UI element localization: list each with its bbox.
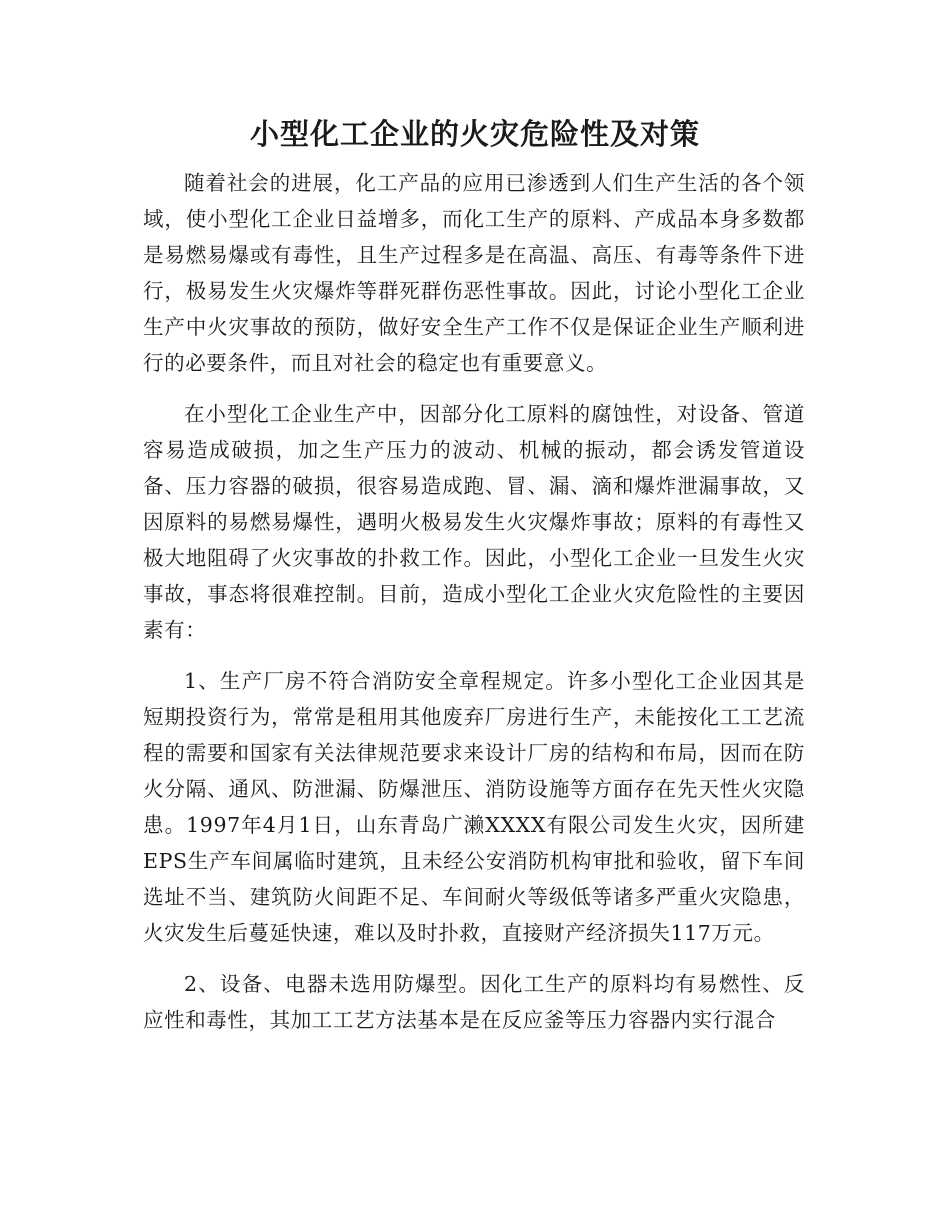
document-title: 小型化工企业的火灾危险性及对策 <box>249 117 700 151</box>
paragraph-factor-1: 1、生产厂房不符合消防安全章程规定。许多小型化工企业因其是短期投资行为，常常是租用其他废弃厂房进行生产，未能按化工工艺流程的需要和国家有关法律规范要求来设计厂房的结构和布局，因而在防火分隔、通风、防泄漏、防爆泄压、消防设施等方面存在先天性火灾隐患。1997年4月1日，山东青岛广濑XXXX有限公司发生火灾，因所建EPS生产车间属临时建筑，且未经公安消防机构审批和验收，留下车间选址不当、建筑防火间距不足、车间耐火等级低等诸多严重火灾隐患，火灾发生后蔓延快速，难以及时扑救，直接财产经济损失117万元。 <box>143 669 805 945</box>
document-body <box>143 165 805 1053</box>
paragraph-intro: 随着社会的进展，化工产品的应用已渗透到人们生产生活的各个领域，使小型化工企业日益增多，而化工生产的原料、产成品本身多数都是易燃易爆或有毒性，且生产过程多是在高温、高压、有毒等条件下进行，极易发生火灾爆炸等群死群伤恶性事故。因此，讨论小型化工企业生产中火灾事故的预防，做好安全生产工作不仅是保证企业生产顺利进行的必要条件，而且对社会的稳定也有重要意义。 <box>143 171 805 375</box>
paragraph-hazards: 在小型化工企业生产中，因部分化工原料的腐蚀性，对设备、管道容易造成破损，加之生产压力的波动、机械的振动，都会诱发管道设备、压力容器的破损，很容易造成跑、冒、漏、滴和爆炸泄漏事故，又因原料的易燃易爆性，遇明火极易发生火灾爆炸事故；原料的有毒性又极大地阻碍了火灾事故的扑救工作。因此，小型化工企业一旦发生火灾事故，事态将很难控制。目前，造成小型化工企业火灾危险性的主要因素有： <box>143 402 805 642</box>
paragraph-factor-2: 2、设备、电器未选用防爆型。因化工生产的原料均有易燃性、反应性和毒性，其加工工艺方法基本是在反应釜等压力容器内实行混合 <box>143 972 805 1032</box>
